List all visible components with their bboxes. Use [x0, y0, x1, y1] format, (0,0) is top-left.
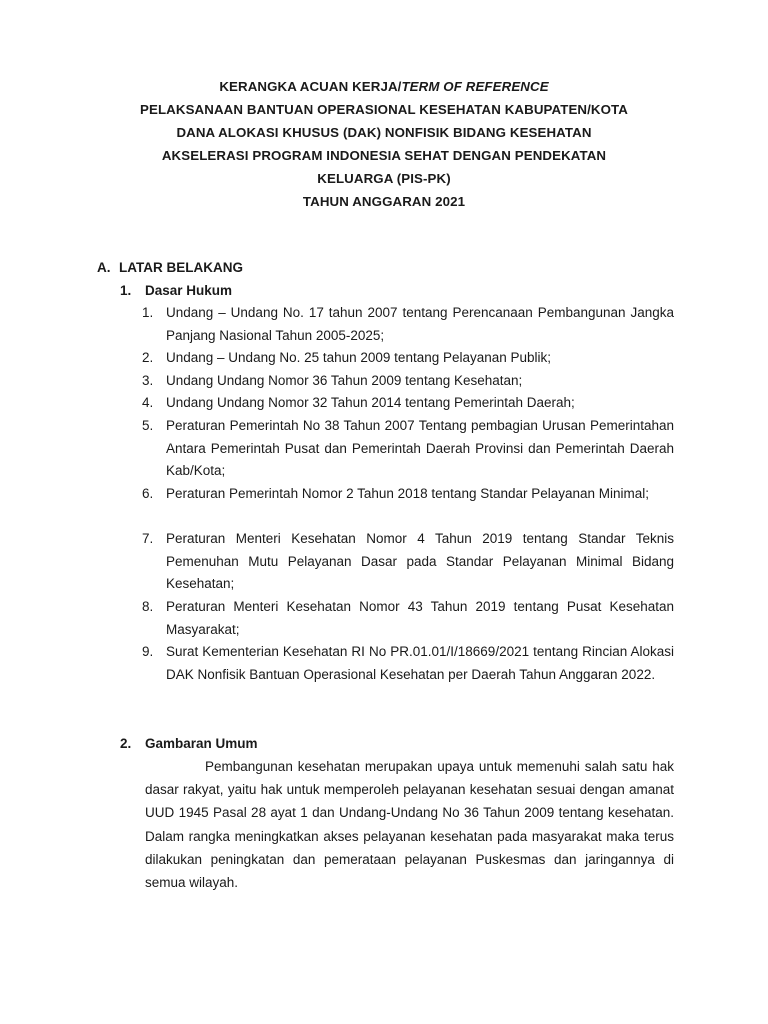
item-number: 5.	[142, 418, 154, 433]
subsection-title: Dasar Hukum	[145, 283, 233, 298]
item-number: 2.	[142, 350, 154, 365]
item-text: Undang Undang Nomor 32 Tahun 2014 tentang Pemerintah Daerah;	[166, 395, 575, 410]
item-number: 4.	[142, 395, 154, 410]
subsection-number: 2.	[120, 736, 132, 751]
document-title-line-4: AKSELERASI PROGRAM INDONESIA SEHAT DENGAN PENDEKATAN	[161, 148, 607, 163]
title-tor: TERM OF REFERENCE	[401, 79, 549, 94]
subsection-number: 1.	[120, 283, 132, 298]
legal-basis-item	[142, 596, 674, 641]
legal-basis-item	[142, 415, 674, 483]
document-title-line-1	[0, 79, 768, 94]
document-title-line-6: TAHUN ANGGARAN 2021	[302, 194, 466, 209]
item-text: Surat Kementerian Kesehatan RI No PR.01.01/I/18669/2021 tentang Rincian Alokasi DAK Nonfisik Bantuan Operasional Kesehatan per Daerah Tahun Anggaran 2022.	[166, 644, 674, 682]
item-text: Undang – Undang No. 17 tahun 2007 tentang Perencanaan Pembangunan Jangka Panjang Nasional Tahun 2005-2025;	[166, 305, 674, 343]
item-number: 1.	[142, 305, 154, 320]
subsection-heading-dasar-hukum	[120, 283, 232, 298]
legal-basis-item	[142, 370, 674, 393]
section-number: A.	[97, 260, 111, 275]
item-text: Undang – Undang No. 25 tahun 2009 tentang Pelayanan Publik;	[166, 350, 552, 365]
item-number: 8.	[142, 599, 154, 614]
title-kak: KERANGKA ACUAN KERJA/	[219, 79, 402, 94]
item-number: 7.	[142, 531, 154, 546]
section-title: LATAR BELAKANG	[119, 260, 243, 275]
item-number: 3.	[142, 373, 154, 388]
gambaran-umum-paragraph: Pembangunan kesehatan merupakan upaya untuk memenuhi salah satu hak dasar rakyat, yaitu hak untuk memperoleh pelayanan kesehatan sesuai dengan amanat UUD 1945 Pasal 28 ayat 1 dan Undang-Undang No 36 Tahun 2009 tentang kesehatan. Dalam rangka meningkatkan akses pelayanan kesehatan pada masyarakat maka terus dilakukan peningkatan dan pemerataan pelayanan Puskesmas dan jaringannya di semua wilayah.	[145, 759, 674, 891]
item-text: Undang Undang Nomor 36 Tahun 2009 tentang Kesehatan;	[166, 373, 523, 388]
document-title-line-2: PELAKSANAAN BANTUAN OPERASIONAL KESEHATAN KABUPATEN/KOTA	[140, 102, 628, 117]
item-text: Peraturan Pemerintah Nomor 2 Tahun 2018 tentang Standar Pelayanan Minimal;	[166, 486, 650, 501]
legal-basis-item	[142, 641, 674, 686]
item-text: Peraturan Menteri Kesehatan Nomor 4 Tahun 2019 tentang Standar Teknis Pemenuhan Mutu Pelayanan Dasar pada Standar Pelayanan Minimal Bidang Kesehatan;	[166, 531, 674, 592]
item-text: Peraturan Menteri Kesehatan Nomor 43 Tahun 2019 tentang Pusat Kesehatan Masyarakat;	[166, 599, 674, 637]
document-title-line-5: KELUARGA (PIS-PK)	[317, 171, 451, 186]
item-text: Peraturan Pemerintah No 38 Tahun 2007 Tentang pembagian Urusan Pemerintahan Antara Pemerintah Pusat dan Pemerintah Daerah Provinsi dan Pemerintah Daerah Kab/Kota;	[166, 418, 674, 479]
legal-basis-item	[142, 302, 674, 347]
legal-basis-item	[142, 347, 674, 370]
section-heading-latar-belakang	[97, 260, 243, 275]
legal-basis-item	[142, 483, 674, 506]
document-title-line-3: DANA ALOKASI KHUSUS (DAK) NONFISIK BIDANG KESEHATAN	[176, 125, 592, 140]
subsection-heading-gambaran-umum	[120, 736, 258, 751]
legal-basis-item	[142, 392, 674, 415]
subsection-title: Gambaran Umum	[145, 736, 258, 751]
legal-basis-item	[142, 528, 674, 596]
item-number: 9.	[142, 644, 154, 659]
item-number: 6.	[142, 486, 154, 501]
